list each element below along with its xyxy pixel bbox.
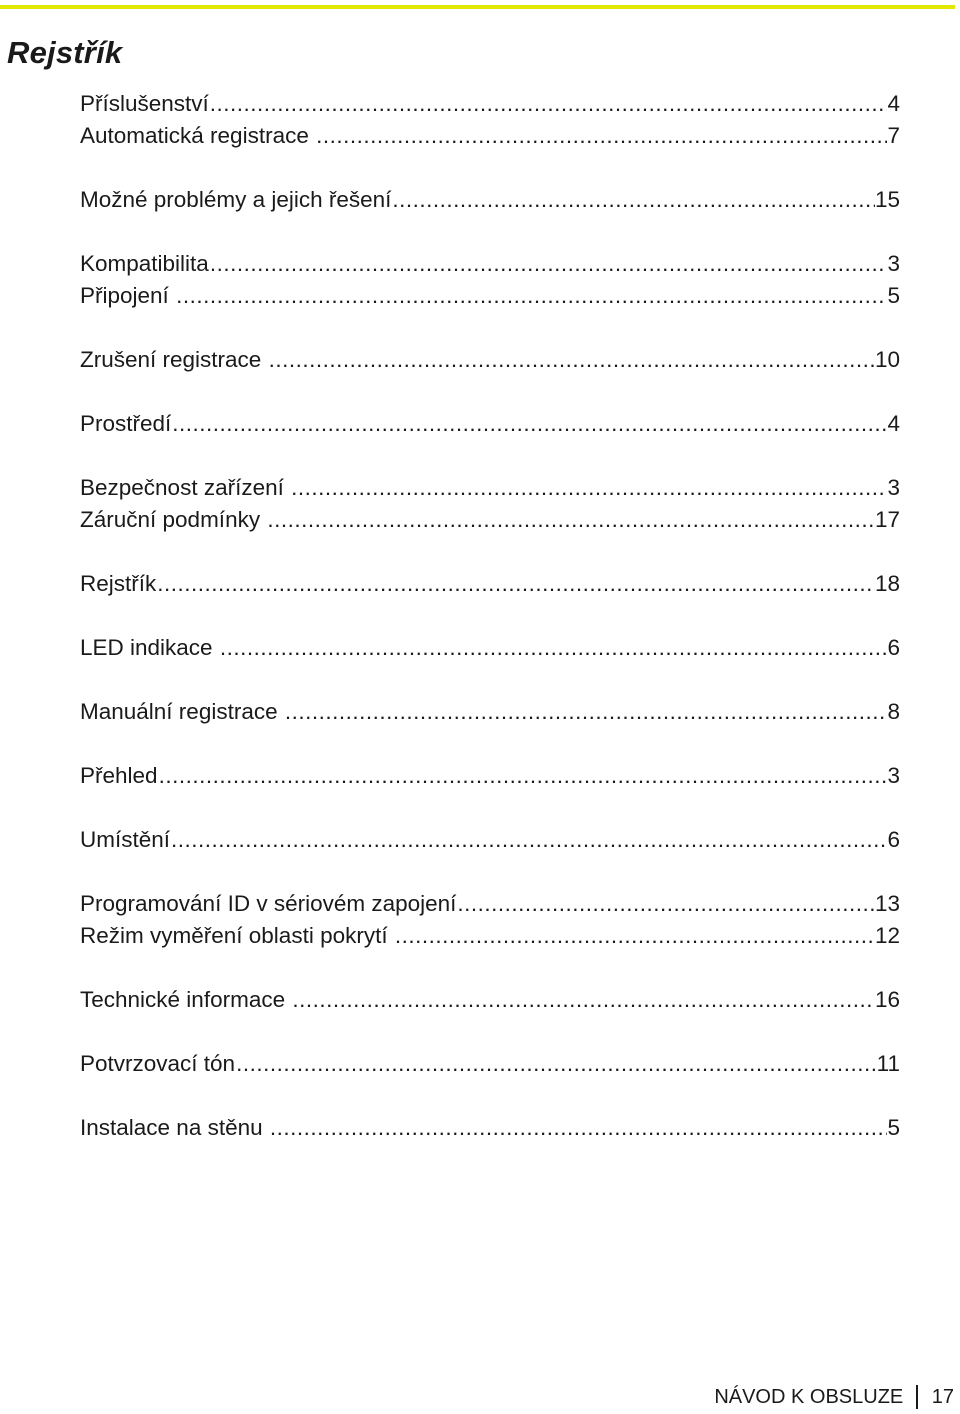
dot-leader	[457, 888, 875, 920]
dot-leader	[285, 696, 888, 728]
index-page-number: 6	[887, 635, 900, 660]
index-page-number: 13	[874, 891, 900, 916]
index-term: Zrušení registrace	[80, 347, 268, 372]
index-entry[interactable]	[80, 88, 900, 120]
index-term: Programování ID v sériovém zapojení	[80, 891, 457, 916]
index-entry[interactable]	[80, 408, 900, 440]
dot-leader	[210, 88, 888, 120]
index-entry[interactable]	[80, 568, 900, 600]
index-entry[interactable]	[80, 632, 900, 664]
index-page-number: 11	[876, 1051, 900, 1076]
index-term: Prostředí	[80, 411, 172, 436]
index-entry[interactable]	[80, 280, 900, 312]
dot-leader	[291, 472, 887, 504]
index-page-number: 16	[874, 987, 900, 1012]
index-entry[interactable]	[80, 760, 900, 792]
index-entry[interactable]	[80, 504, 900, 536]
index-page-number: 10	[874, 347, 900, 372]
index-term: Připojení	[80, 283, 176, 308]
dot-leader	[270, 1112, 888, 1144]
index-entry[interactable]	[80, 184, 900, 216]
dot-leader	[159, 760, 888, 792]
index-term: Záruční podmínky	[80, 507, 267, 532]
footer-label: NÁVOD K OBSLUZE	[714, 1386, 904, 1408]
index-entry[interactable]	[80, 1048, 900, 1080]
index-entry[interactable]	[80, 696, 900, 728]
top-accent-rule	[0, 5, 955, 9]
dot-leader	[171, 824, 887, 856]
dot-leader	[395, 920, 875, 952]
index-page-number: 5	[887, 283, 900, 308]
index-page-number: 15	[874, 187, 900, 212]
index-entry[interactable]	[80, 984, 900, 1016]
index-term: Automatická registrace	[80, 123, 316, 148]
index-page-number: 17	[874, 507, 900, 532]
dot-leader	[176, 280, 887, 312]
index-term: Příslušenství	[80, 91, 209, 116]
index-page-number: 18	[874, 571, 900, 596]
index-term: LED indikace	[80, 635, 219, 660]
dot-leader	[210, 248, 888, 280]
index-entry[interactable]	[80, 888, 900, 920]
footer-divider	[916, 1385, 918, 1409]
index-term: Kompatibilita	[80, 251, 209, 276]
index-term: Umístění	[80, 827, 171, 852]
index-term: Rejstřík	[80, 571, 157, 596]
dot-leader	[236, 1048, 877, 1080]
index-page-number: 6	[887, 827, 900, 852]
index-entry[interactable]	[80, 824, 900, 856]
dot-leader	[157, 568, 875, 600]
index-page-number: 3	[887, 763, 900, 788]
index-entry[interactable]	[80, 1112, 900, 1144]
dot-leader	[267, 504, 875, 536]
index-entry[interactable]	[80, 120, 900, 152]
index-page-number: 5	[887, 1115, 900, 1140]
index-term: Potvrzovací tón	[80, 1051, 236, 1076]
index-term: Instalace na stěnu	[80, 1115, 269, 1140]
index-term: Technické informace	[80, 987, 292, 1012]
index-entry[interactable]	[80, 472, 900, 504]
page-footer	[714, 1384, 954, 1410]
index-entry[interactable]	[80, 248, 900, 280]
dot-leader	[316, 120, 887, 152]
dot-leader	[292, 984, 875, 1016]
index-entry[interactable]	[80, 344, 900, 376]
index-term: Režim vyměření oblasti pokrytí	[80, 923, 394, 948]
index-page-number: 3	[887, 251, 900, 276]
index-page-number: 3	[887, 475, 900, 500]
index-page-number: 8	[887, 699, 900, 724]
footer-page-number: 17	[931, 1386, 954, 1408]
dot-leader	[220, 632, 888, 664]
dot-leader	[269, 344, 875, 376]
index-term: Možné problémy a jejich řešení	[80, 187, 392, 212]
index-entry[interactable]	[80, 920, 900, 952]
index-term: Přehled	[80, 763, 158, 788]
index-term: Bezpečnost zařízení	[80, 475, 291, 500]
index-page-number: 12	[874, 923, 900, 948]
index-page-number: 7	[887, 123, 900, 148]
dot-leader	[172, 408, 887, 440]
index-term: Manuální registrace	[80, 699, 284, 724]
index-page-number: 4	[887, 411, 900, 436]
page-title: Rejstřík	[7, 35, 123, 70]
dot-leader	[392, 184, 875, 216]
index-page-number: 4	[887, 91, 900, 116]
